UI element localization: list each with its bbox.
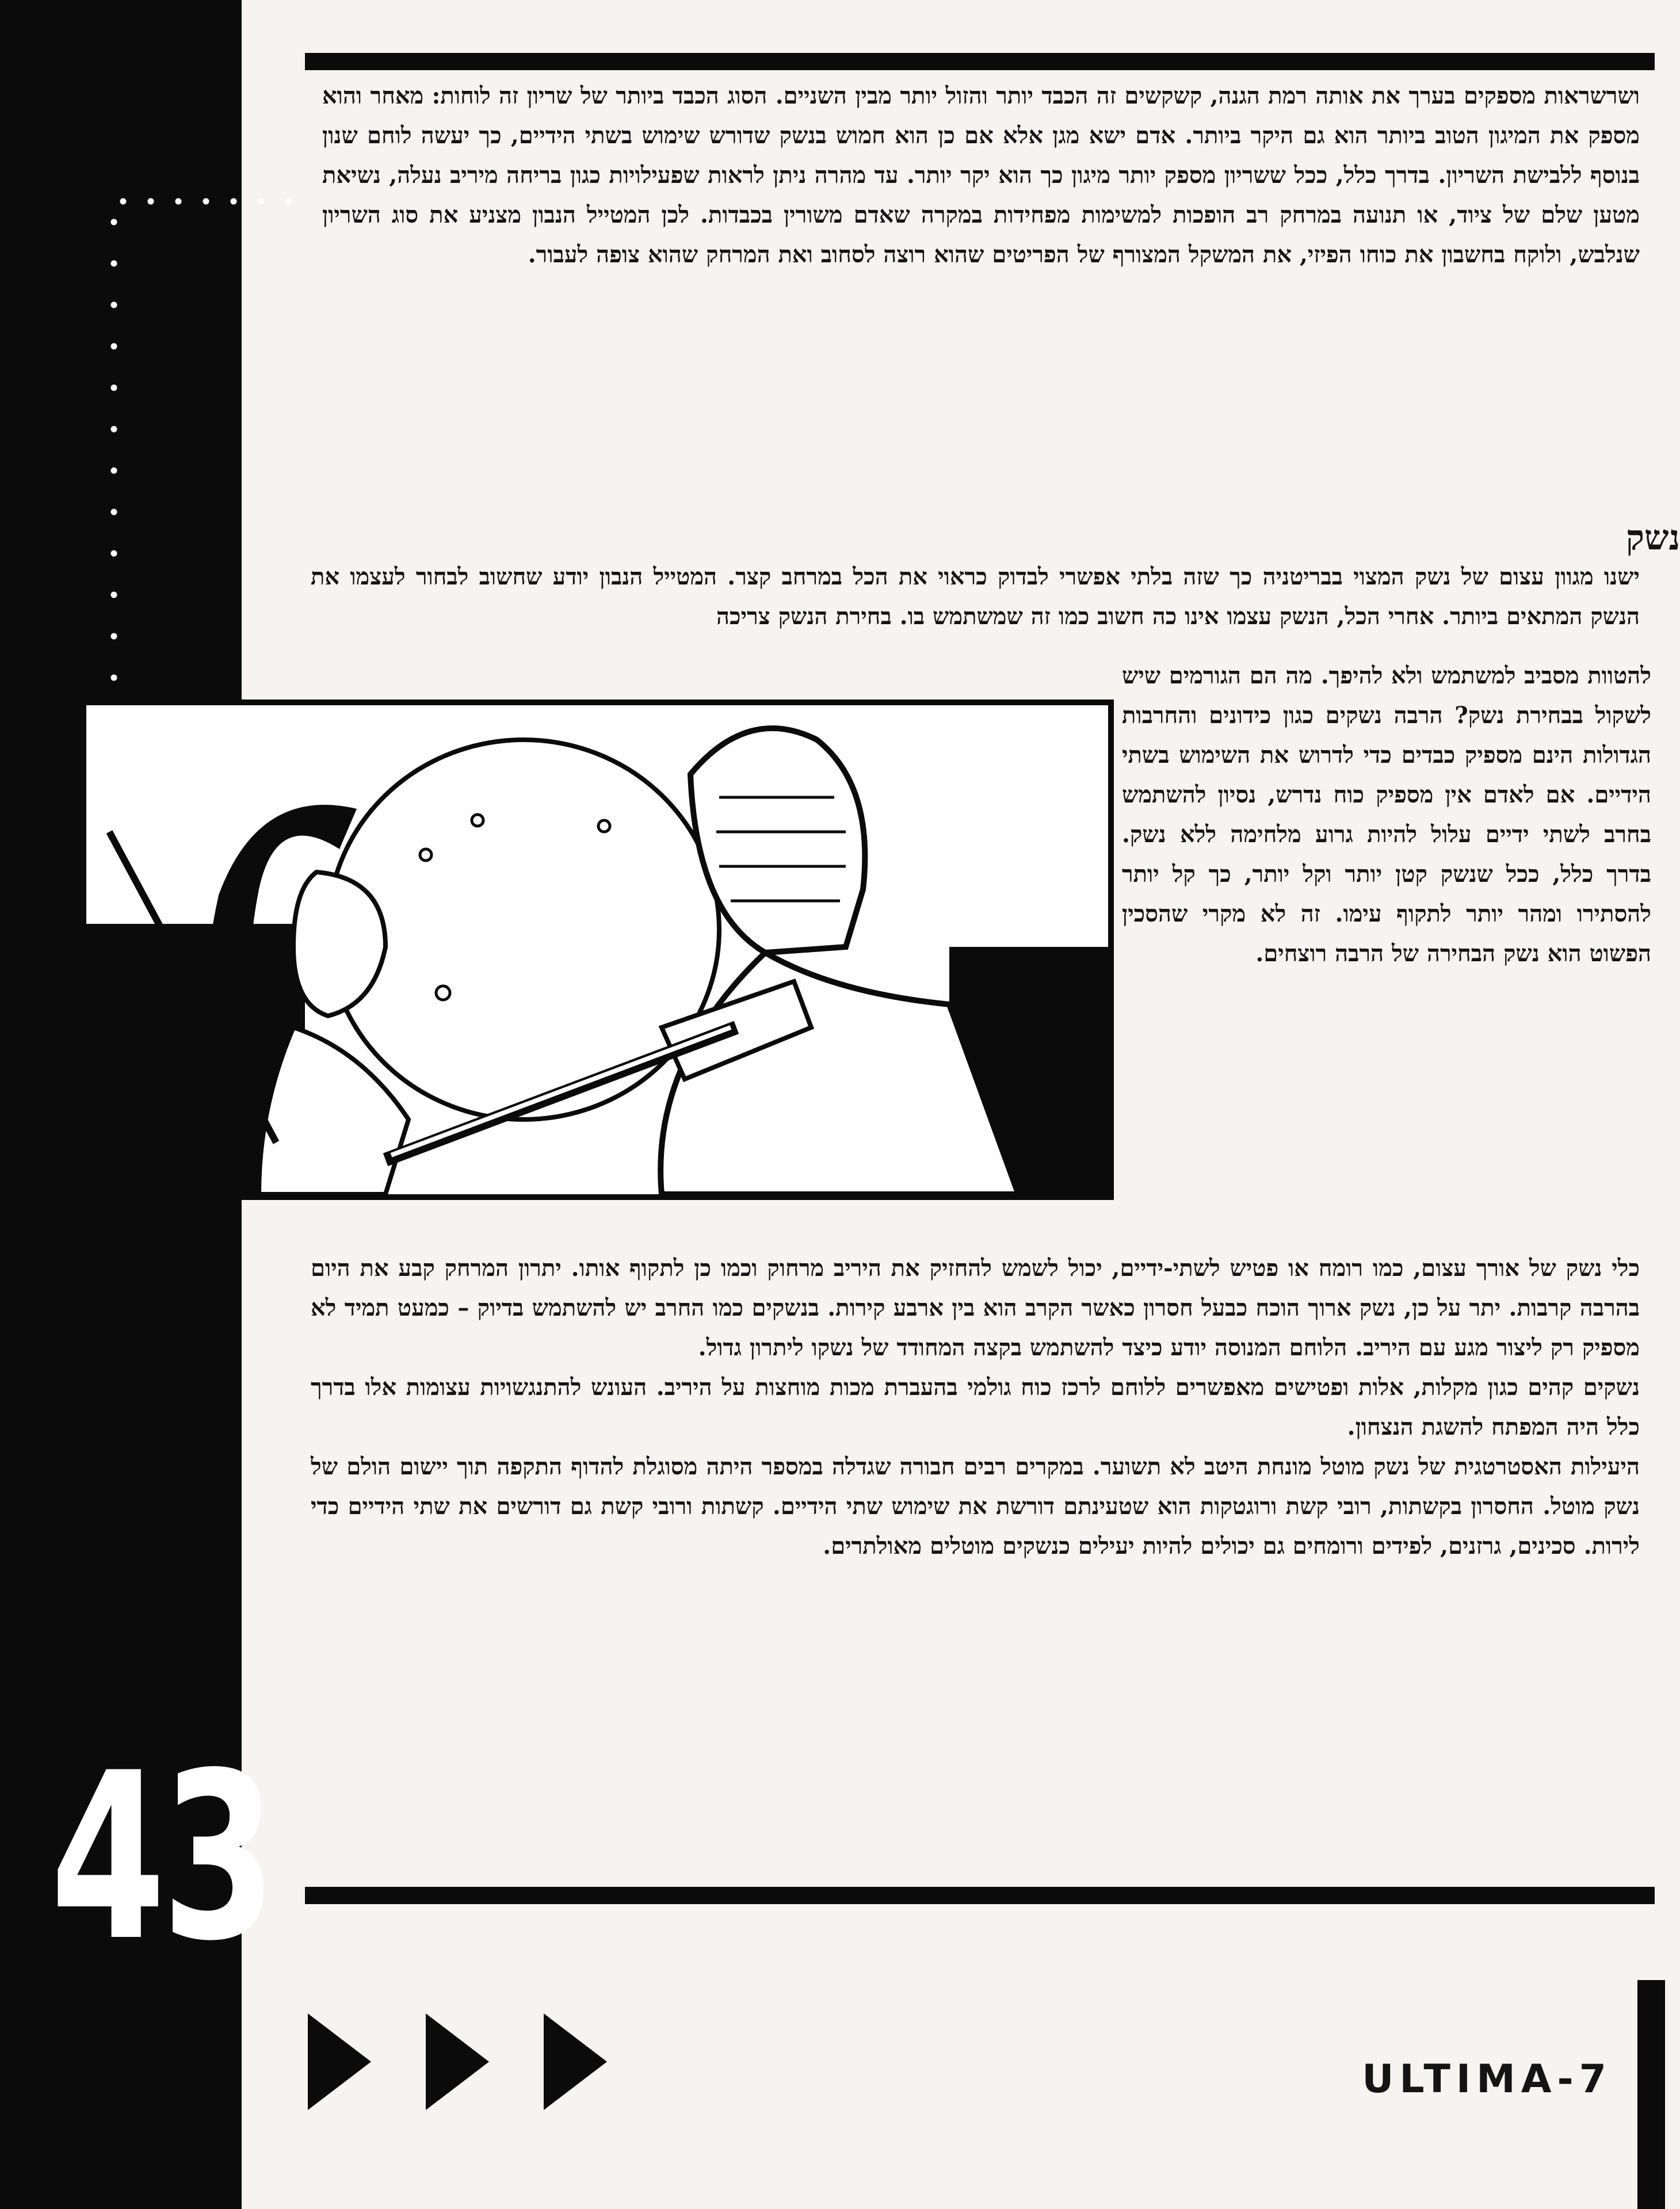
armor-paragraph: ושרשראות מספקים בערך את אותה רמת הגנה, קשקשים זה הכבד יותר והזול יותר מבין השניים. הסוג הכבד ביותר של שריון זה לוחות: מאחר והוא מספק את המיגון הטוב ביותר הוא גם היקר ביותר. אדם ישא מגן אלא אם כן הוא חמוש בנשק שדורש שימוש בשתי הידיים, כך יעשה לוחם שנון בנוסף ללבישת השריון. בדרך כלל, ככל ששריון מספק יותר מיגון כך הוא יקר יותר. עד מהרה ניתן לראות שפעילויות כגון בריחה מיריב נעלה, נשיאת מטען שלם של ציוד, או תנועה במרחק רב הופכות למשימות מפחידות במקרה שאדם משורין בכבדות. לכן המטייל הנבון מצניע את סוג השריון שנלבש, ולוקח בחשבון את כוחו הפיזי, את המשקל המצורף של הפריטים שהוא רוצה לסחוב ואת המרחק שהוא צופה לעבור. xyxy=(322,82,1640,268)
page-number: 43 xyxy=(50,1724,273,1992)
paragraph-long-weapons: כלי נשק של אורך עצום, כמו רומח או פטיש לשתי-ידיים, יכול לשמש להחזיק את היריב מרחוק וכמו כן לתקוף אותו. יתרון המרחק קבע את היום בהרבה קרבות. יתר על כן, נשק ארוך הוכח כבעל חסרון כאשר הקרב הוא בין ארבע קירות. בנשקים כמו החרב יש להשתמש בדיוק – כמעט תמיד לא מספיק רק ליצור מגע עם היריב. הלוחם המנוסה יודע כיצד להשתמש בקצה המחודד של נשקו ליתרון גדול. xyxy=(311,1255,1640,1361)
triangle-arrow-icon xyxy=(308,2013,371,2110)
weapon-intro-paragraph: ישנו מגוון עצום של נשק המצוי בבריטניה כך שזה בלתי אפשרי לבדוק כראוי את הכל במרחב קצר. המטייל הנבון יודע שחשוב לבחור לעצמו את הנשק המתאים ביותר. אחרי הכל, הנשק עצמו אינו כה חשוב כמו זה שמשתמש בו. בחירת הנשק צריכה xyxy=(311,563,1640,630)
bottom-rule xyxy=(305,1887,1655,1904)
section-heading-weapons: נשק xyxy=(1625,518,1680,558)
triangle-arrow-icon xyxy=(544,2013,607,2110)
brand-label: ULTIMA-7 xyxy=(1362,2057,1612,2102)
weapons-body xyxy=(311,1248,1640,1566)
top-rule xyxy=(305,53,1655,70)
illustration-drawing xyxy=(86,705,1108,1194)
side-column-paragraph: להטוות מסביב למשתמש ולא להיפך. מה הם הגורמים שיש לשקול בבחירת נשק? הרבה נשקים כגון כידונים והחרבות הגדולות הינם מספיק כבדים כדי לדרוש את השימוש בשתי הידיים. אם לאדם אין מספיק כוח נדרש, נסיון להשתמש בחרב לשתי ידיים עלול להיות גרוע מלחימה ללא נשק. בדרך כלל, ככל שנשק קטן יותר וקל יותר, כך קל יותר להסתירו ומהר יותר לתקוף עימו. זה לא מקרי שהסכין הפשוט הוא נשק הבחירה של הרבה רוצחים. xyxy=(1122,662,1651,967)
dotted-decoration-vertical xyxy=(109,201,119,696)
corner-block xyxy=(1637,1980,1665,2209)
dotted-decoration-horizontal xyxy=(109,197,299,206)
arrow-decoration xyxy=(308,2013,653,2111)
paragraph-missile-weapons: היעילות האסטרטגית של נשק מוטל מונחת היטב לא תשוער. במקרים רבים חבורה שגדלה במספר היתה מסוגלת להדוף התקפה תוך יישום הולם של נשק מוטל. החסרון בקשתות, רובי קשת ורוגטקות הוא שטעינתם דורשת את שימוש שתי הידיים. קשתות ורובי קשת גם דורשים את שתי הידיים כדי לירות. סכינים, גרזנים, לפידים ורומחים גם יכולים להיות יעילים כנשקים מוטלים מאולתרים. xyxy=(311,1453,1640,1560)
illustration-swordfight xyxy=(81,700,1114,1200)
paragraph-blunt-weapons: נשקים קהים כגון מקלות, אלות ופטישים מאפשרים ללוחם לרכז כוח גולמי בהעברת מכות מוחצות על היריב. העונש להתנגשויות עצומות אלו בדרך כלל היה המפתח להשגת הנצחון. xyxy=(311,1374,1640,1440)
triangle-arrow-icon xyxy=(426,2013,489,2110)
